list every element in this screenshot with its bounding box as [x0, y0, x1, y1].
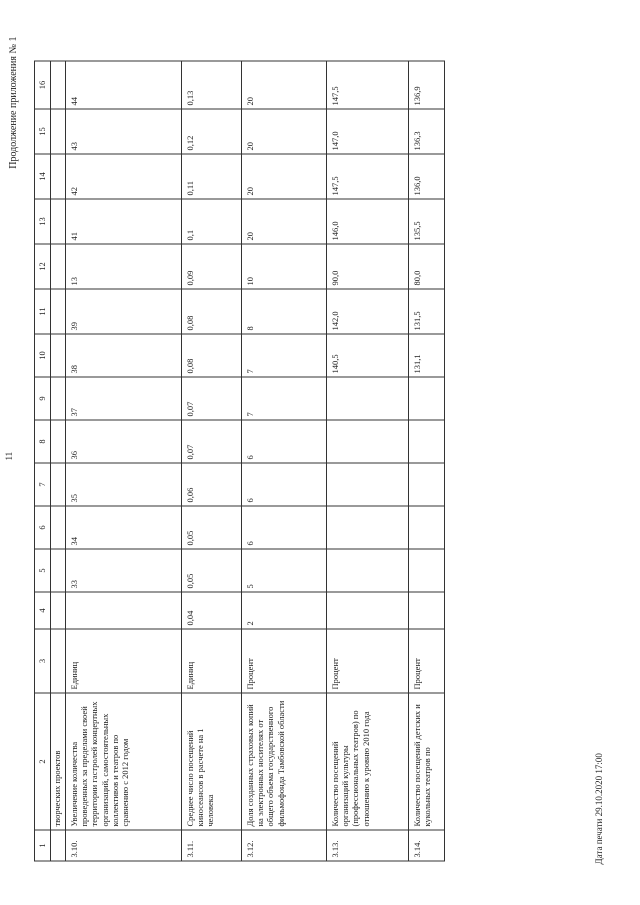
value-cell: 0,13: [182, 61, 242, 109]
value-cell: [409, 549, 445, 592]
row-number: 3.13.: [327, 830, 409, 861]
value-cell: 33: [66, 549, 182, 592]
row-number: 3.12.: [242, 830, 327, 861]
column-number: 11: [35, 289, 51, 334]
unit: Процент: [409, 629, 445, 693]
indicator-name: Среднее число посещений киносеансов в расчете на 1 человека: [182, 693, 242, 830]
value-cell: 136,9: [409, 61, 445, 109]
value-cell: 0,1: [182, 199, 242, 244]
table-row: [66, 61, 182, 861]
indicator-name: Количество посещений организаций культуры (профессиональных театров) по отношению к уровню 2010 года: [327, 693, 409, 830]
column-number: 1: [35, 830, 51, 861]
value-cell: [409, 377, 445, 420]
value-cell: 8: [242, 289, 327, 334]
value-cell: 80,0: [409, 244, 445, 289]
value-cell: [66, 592, 182, 629]
value-cell: 6: [242, 506, 327, 549]
column-number: 4: [35, 592, 51, 629]
value-cell: [327, 506, 409, 549]
unit: Процент: [242, 629, 327, 693]
value-cell: 147,5: [327, 154, 409, 199]
value-cell: [327, 549, 409, 592]
value-cell: 0,09: [182, 244, 242, 289]
value-cell: 5: [242, 549, 327, 592]
indicator-name: Количество посещений детских и кукольных театров по: [409, 693, 445, 830]
value-cell: 0,08: [182, 334, 242, 377]
value-cell: [409, 420, 445, 463]
value-cell: 146,0: [327, 199, 409, 244]
column-number: 5: [35, 549, 51, 592]
value-cell: 135,5: [409, 199, 445, 244]
column-number: 12: [35, 244, 51, 289]
appendix-caption: Продолжение приложения № 1: [8, 36, 19, 169]
value-cell: 39: [66, 289, 182, 334]
column-number: 14: [35, 154, 51, 199]
value-cell: [409, 463, 445, 506]
value-cell: 136,3: [409, 109, 445, 154]
table-row: [327, 61, 409, 861]
table-row: [182, 61, 242, 861]
value-cell: 20: [242, 199, 327, 244]
value-cell: 147,5: [327, 61, 409, 109]
value-cell: 0,12: [182, 109, 242, 154]
value-cell: 13: [66, 244, 182, 289]
value-cell: 43: [66, 109, 182, 154]
page-number: 11: [4, 451, 14, 461]
value-cell: 147,0: [327, 109, 409, 154]
value-cell: 136,0: [409, 154, 445, 199]
indicators-table: [34, 61, 445, 862]
value-cell: 0,07: [182, 377, 242, 420]
column-number-row: [35, 61, 51, 861]
column-number: 13: [35, 199, 51, 244]
continuation-row: [51, 61, 66, 861]
unit: Единиц: [66, 629, 182, 693]
value-cell: 36: [66, 420, 182, 463]
value-cell: 41: [66, 199, 182, 244]
row-number: 3.11.: [182, 830, 242, 861]
column-number: 2: [35, 693, 51, 830]
value-cell: 0,05: [182, 549, 242, 592]
column-number: 3: [35, 629, 51, 693]
continuation-text: творческих проектов: [51, 693, 66, 830]
value-cell: 44: [66, 61, 182, 109]
value-cell: [327, 377, 409, 420]
column-number: 6: [35, 506, 51, 549]
value-cell: 42: [66, 154, 182, 199]
value-cell: 0,08: [182, 289, 242, 334]
indicator-name: Увеличение количества проведенных за пределами своей территории гастролей концертных организаций, самостоятельных коллективов и театров по сравнению с 2012 годом: [66, 693, 182, 830]
column-number: 10: [35, 334, 51, 377]
value-cell: [409, 506, 445, 549]
value-cell: [327, 592, 409, 629]
value-cell: 0,07: [182, 420, 242, 463]
value-cell: 0,04: [182, 592, 242, 629]
column-number: 9: [35, 377, 51, 420]
value-cell: 0,06: [182, 463, 242, 506]
column-number: 7: [35, 463, 51, 506]
column-number: 15: [35, 109, 51, 154]
value-cell: 140,5: [327, 334, 409, 377]
value-cell: 20: [242, 154, 327, 199]
value-cell: 37: [66, 377, 182, 420]
value-cell: 35: [66, 463, 182, 506]
table-row: [242, 61, 327, 861]
value-cell: 90,0: [327, 244, 409, 289]
indicator-name: Доля созданных страховых копий на электронных носителях от общего объема государственного фильмофонда Тамбовской области: [242, 693, 327, 830]
column-number: 16: [35, 61, 51, 109]
column-number: 8: [35, 420, 51, 463]
value-cell: 10: [242, 244, 327, 289]
table-row: [409, 61, 445, 861]
value-cell: 7: [242, 377, 327, 420]
value-cell: 20: [242, 61, 327, 109]
value-cell: 6: [242, 420, 327, 463]
value-cell: 0,11: [182, 154, 242, 199]
value-cell: 6: [242, 463, 327, 506]
value-cell: 131,1: [409, 334, 445, 377]
value-cell: 7: [242, 334, 327, 377]
row-number: 3.10.: [66, 830, 182, 861]
print-date: Дата печати 29.10.2020 17:00: [594, 753, 604, 865]
value-cell: 0,05: [182, 506, 242, 549]
value-cell: 34: [66, 506, 182, 549]
value-cell: 38: [66, 334, 182, 377]
unit: Единиц: [182, 629, 242, 693]
value-cell: 142,0: [327, 289, 409, 334]
value-cell: [409, 592, 445, 629]
value-cell: 2: [242, 592, 327, 629]
unit: Процент: [327, 629, 409, 693]
value-cell: [327, 420, 409, 463]
value-cell: [327, 463, 409, 506]
row-number: 3.14.: [409, 830, 445, 861]
value-cell: 20: [242, 109, 327, 154]
value-cell: 131,5: [409, 289, 445, 334]
